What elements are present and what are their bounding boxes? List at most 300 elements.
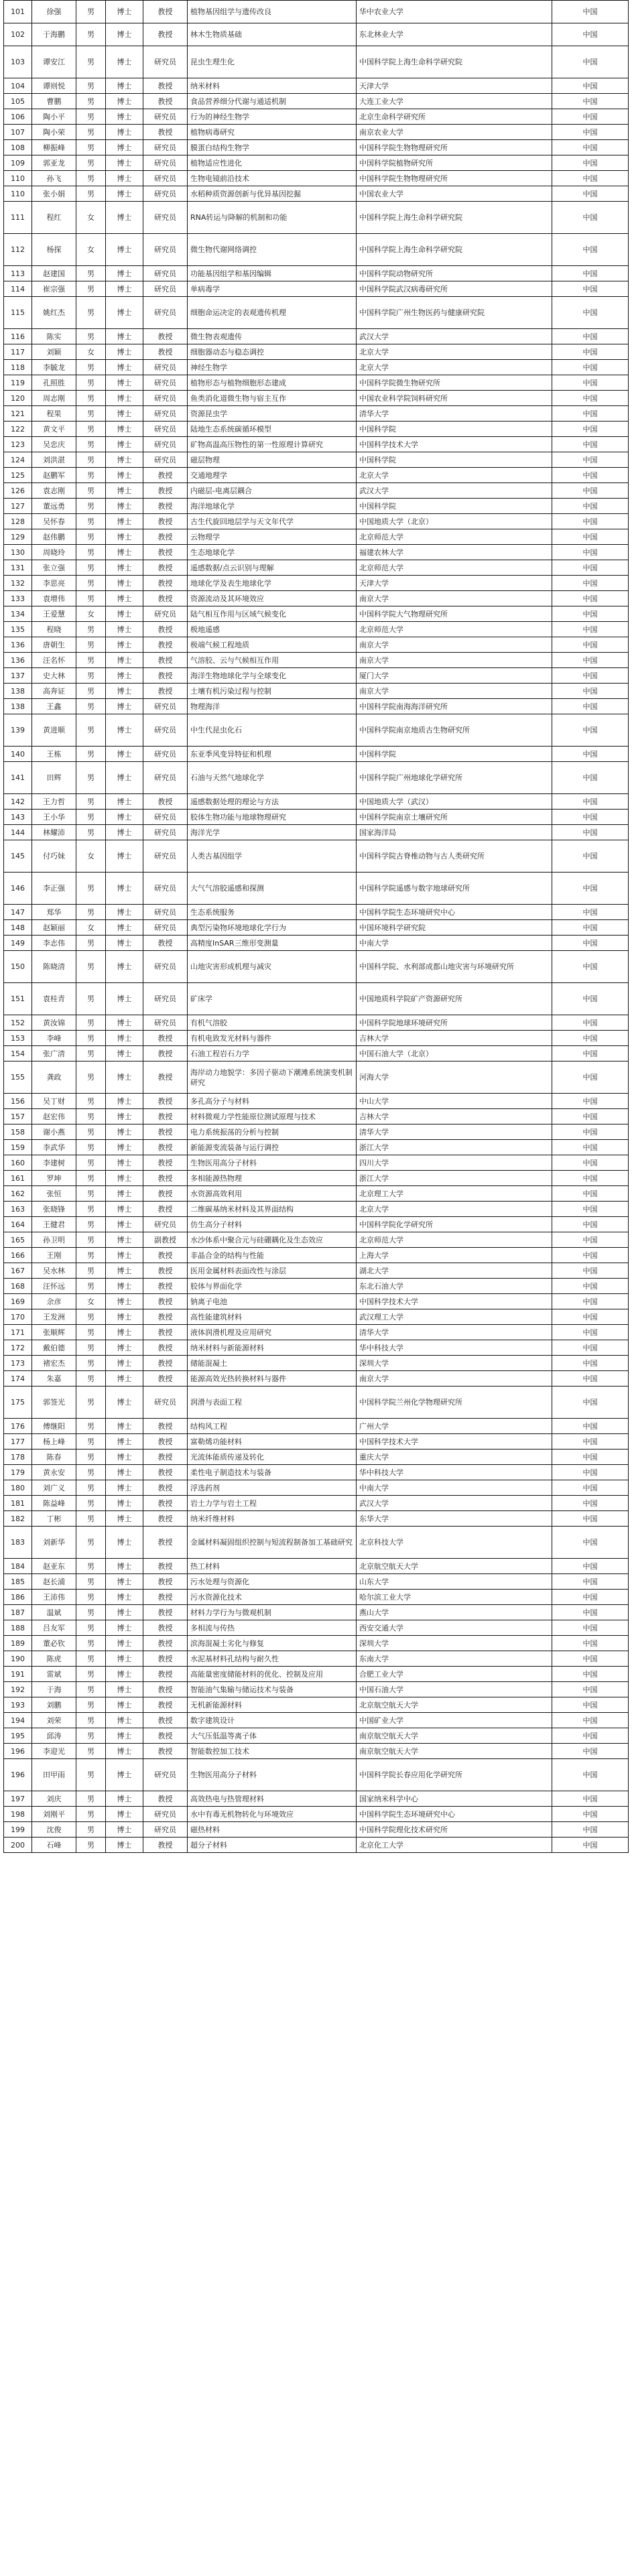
title-cell: 教授 bbox=[143, 329, 188, 344]
nationality: 中国 bbox=[552, 186, 629, 202]
gender-cell: 男 bbox=[76, 483, 106, 499]
person-name: 谭则悦 bbox=[32, 78, 76, 94]
gender-cell: 男 bbox=[76, 1636, 106, 1651]
degree-cell: 博士 bbox=[106, 637, 143, 653]
row-number: 153 bbox=[4, 1031, 32, 1046]
table-row bbox=[4, 560, 629, 576]
table-row bbox=[4, 936, 629, 951]
degree-cell: 博士 bbox=[106, 1419, 143, 1434]
research-field: 林木生物质基础 bbox=[188, 23, 357, 46]
institution: 中国科学院微生物研究所 bbox=[357, 375, 552, 391]
research-field: 医用金属材料表面改性与涂层 bbox=[188, 1263, 357, 1279]
degree-cell: 博士 bbox=[106, 94, 143, 109]
degree-cell: 博士 bbox=[106, 1094, 143, 1109]
institution: 清华大学 bbox=[357, 1124, 552, 1140]
table-row bbox=[4, 1202, 629, 1217]
research-field: 生物医用高分子材料 bbox=[188, 1759, 357, 1791]
nationality: 中国 bbox=[552, 155, 629, 171]
degree-cell: 博士 bbox=[106, 1682, 143, 1697]
title-cell: 教授 bbox=[143, 1356, 188, 1371]
institution: 北京师范大学 bbox=[357, 622, 552, 637]
title-cell: 教授 bbox=[143, 1744, 188, 1759]
institution: 中国科学院化学研究所 bbox=[357, 1217, 552, 1232]
person-name: 刘鹏 bbox=[32, 1697, 76, 1713]
research-field: 高精度InSAR三维形变测量 bbox=[188, 936, 357, 951]
table-row bbox=[4, 1325, 629, 1340]
institution: 山东大学 bbox=[357, 1574, 552, 1590]
institution: 国家纳米科学中心 bbox=[357, 1791, 552, 1807]
institution: 中国农业大学 bbox=[357, 186, 552, 202]
nationality: 中国 bbox=[552, 422, 629, 437]
gender-cell: 女 bbox=[76, 606, 106, 622]
degree-cell: 博士 bbox=[106, 1, 143, 23]
research-field: 纳米材料 bbox=[188, 78, 357, 94]
institution: 北京航空航天大学 bbox=[357, 1697, 552, 1713]
table-row bbox=[4, 468, 629, 483]
nationality: 中国 bbox=[552, 437, 629, 452]
title-cell: 研究员 bbox=[143, 1015, 188, 1031]
degree-cell: 博士 bbox=[106, 483, 143, 499]
gender-cell: 男 bbox=[76, 1713, 106, 1728]
person-name: 谭安江 bbox=[32, 46, 76, 78]
gender-cell: 男 bbox=[76, 1046, 106, 1061]
title-cell: 教授 bbox=[143, 1202, 188, 1217]
row-number: 130 bbox=[4, 545, 32, 560]
institution: 南京农业大学 bbox=[357, 125, 552, 140]
row-number: 165 bbox=[4, 1232, 32, 1248]
institution: 燕山大学 bbox=[357, 1605, 552, 1620]
table-row bbox=[4, 1807, 629, 1822]
person-name: 王鑫 bbox=[32, 699, 76, 714]
degree-cell: 博士 bbox=[106, 1728, 143, 1744]
institution: 福建农林大学 bbox=[357, 545, 552, 560]
gender-cell: 男 bbox=[76, 545, 106, 560]
person-name: 石峰 bbox=[32, 1838, 76, 1853]
person-name: 郭亚龙 bbox=[32, 155, 76, 171]
table-row bbox=[4, 1605, 629, 1620]
table-row bbox=[4, 983, 629, 1015]
row-number: 109 bbox=[4, 155, 32, 171]
nationality: 中国 bbox=[552, 1822, 629, 1838]
person-name: 陈虎 bbox=[32, 1651, 76, 1667]
row-number: 133 bbox=[4, 591, 32, 606]
gender-cell: 男 bbox=[76, 714, 106, 747]
gender-cell: 男 bbox=[76, 762, 106, 794]
degree-cell: 博士 bbox=[106, 125, 143, 140]
nationality: 中国 bbox=[552, 951, 629, 983]
gender-cell: 男 bbox=[76, 468, 106, 483]
gender-cell: 男 bbox=[76, 1511, 106, 1527]
title-cell: 教授 bbox=[143, 591, 188, 606]
row-number: 145 bbox=[4, 840, 32, 873]
research-field: 多孔高分子与材料 bbox=[188, 1094, 357, 1109]
research-field: 功能基因组学和基因编辑 bbox=[188, 266, 357, 281]
title-cell: 教授 bbox=[143, 1171, 188, 1186]
person-name: 徐强 bbox=[32, 1, 76, 23]
person-name: 罗坤 bbox=[32, 1171, 76, 1186]
person-name: 曹鹏 bbox=[32, 94, 76, 109]
row-number: 113 bbox=[4, 266, 32, 281]
table-row bbox=[4, 591, 629, 606]
nationality: 中国 bbox=[552, 329, 629, 344]
gender-cell: 男 bbox=[76, 1559, 106, 1574]
title-cell: 研究员 bbox=[143, 1822, 188, 1838]
research-field: 极端气候工程地质 bbox=[188, 637, 357, 653]
row-number: 122 bbox=[4, 422, 32, 437]
research-field: 遥感数据/点云识别与理解 bbox=[188, 560, 357, 576]
research-field: 交通地理学 bbox=[188, 468, 357, 483]
person-name: 朱嘉 bbox=[32, 1371, 76, 1387]
row-number: 140 bbox=[4, 747, 32, 762]
research-field: 陆气相互作用与区域气候变化 bbox=[188, 606, 357, 622]
institution: 北京大学 bbox=[357, 360, 552, 375]
gender-cell: 男 bbox=[76, 1419, 106, 1434]
nationality: 中国 bbox=[552, 1124, 629, 1140]
row-number: 186 bbox=[4, 1590, 32, 1605]
title-cell: 教授 bbox=[143, 1046, 188, 1061]
row-number: 155 bbox=[4, 1061, 32, 1094]
research-field: 胶体与界面化学 bbox=[188, 1279, 357, 1294]
row-number: 195 bbox=[4, 1728, 32, 1744]
person-name: 程晓 bbox=[32, 622, 76, 637]
nationality: 中国 bbox=[552, 94, 629, 109]
institution: 中国矿业大学 bbox=[357, 1713, 552, 1728]
table-row bbox=[4, 452, 629, 468]
research-field: 钠离子电池 bbox=[188, 1294, 357, 1309]
nationality: 中国 bbox=[552, 545, 629, 560]
title-cell: 教授 bbox=[143, 1728, 188, 1744]
degree-cell: 博士 bbox=[106, 171, 143, 186]
title-cell: 教授 bbox=[143, 560, 188, 576]
research-field: 金属材料凝固组织控制与短流程制备加工基础研究 bbox=[188, 1527, 357, 1559]
institution: 中国科学院植物研究所 bbox=[357, 155, 552, 171]
gender-cell: 男 bbox=[76, 1465, 106, 1480]
nationality: 中国 bbox=[552, 1450, 629, 1465]
institution: 中国科学院生态环境研究中心 bbox=[357, 1807, 552, 1822]
gender-cell: 男 bbox=[76, 391, 106, 406]
nationality: 中国 bbox=[552, 606, 629, 622]
institution: 深圳大学 bbox=[357, 1636, 552, 1651]
degree-cell: 博士 bbox=[106, 1232, 143, 1248]
title-cell: 研究员 bbox=[143, 905, 188, 920]
degree-cell: 博士 bbox=[106, 406, 143, 422]
title-cell: 教授 bbox=[143, 545, 188, 560]
title-cell: 研究员 bbox=[143, 714, 188, 747]
person-name: 赵颖丽 bbox=[32, 920, 76, 936]
title-cell: 教授 bbox=[143, 1263, 188, 1279]
research-field: 内磁层-电离层耦合 bbox=[188, 483, 357, 499]
research-field: 昆虫生理生化 bbox=[188, 46, 357, 78]
nationality: 中国 bbox=[552, 905, 629, 920]
title-cell: 研究员 bbox=[143, 1807, 188, 1822]
institution: 中国科学院南海海洋研究所 bbox=[357, 699, 552, 714]
gender-cell: 男 bbox=[76, 1109, 106, 1124]
nationality: 中国 bbox=[552, 1590, 629, 1605]
row-number: 104 bbox=[4, 78, 32, 94]
degree-cell: 博士 bbox=[106, 699, 143, 714]
title-cell: 研究员 bbox=[143, 234, 188, 266]
institution: 中山大学 bbox=[357, 1094, 552, 1109]
degree-cell: 博士 bbox=[106, 873, 143, 905]
title-cell: 教授 bbox=[143, 1140, 188, 1155]
title-cell: 教授 bbox=[143, 1294, 188, 1309]
person-name: 于海 bbox=[32, 1682, 76, 1697]
row-number: 156 bbox=[4, 1094, 32, 1109]
table-row bbox=[4, 360, 629, 375]
title-cell: 研究员 bbox=[143, 1387, 188, 1419]
title-cell: 教授 bbox=[143, 499, 188, 514]
degree-cell: 博士 bbox=[106, 684, 143, 699]
row-number: 199 bbox=[4, 1822, 32, 1838]
institution: 中国科学院 bbox=[357, 452, 552, 468]
table-row bbox=[4, 234, 629, 266]
row-number: 101 bbox=[4, 1, 32, 23]
degree-cell: 博士 bbox=[106, 422, 143, 437]
degree-cell: 博士 bbox=[106, 1186, 143, 1202]
person-name: 雷斌 bbox=[32, 1667, 76, 1682]
degree-cell: 博士 bbox=[106, 140, 143, 155]
row-number: 179 bbox=[4, 1465, 32, 1480]
row-number: 131 bbox=[4, 560, 32, 576]
research-field: 微生物表观遗传 bbox=[188, 329, 357, 344]
table-row bbox=[4, 1340, 629, 1356]
institution: 北京大学 bbox=[357, 468, 552, 483]
research-field: 水沙体系中聚合元与硅硼耦化及生态效应 bbox=[188, 1232, 357, 1248]
nationality: 中国 bbox=[552, 840, 629, 873]
person-name: 李思亮 bbox=[32, 576, 76, 591]
gender-cell: 男 bbox=[76, 1667, 106, 1682]
research-field: RNA转运与降解的机制和功能 bbox=[188, 202, 357, 234]
row-number: 154 bbox=[4, 1046, 32, 1061]
nationality: 中国 bbox=[552, 499, 629, 514]
nationality: 中国 bbox=[552, 1605, 629, 1620]
gender-cell: 男 bbox=[76, 810, 106, 825]
title-cell: 研究员 bbox=[143, 297, 188, 329]
degree-cell: 博士 bbox=[106, 668, 143, 684]
title-cell: 教授 bbox=[143, 1791, 188, 1807]
title-cell: 教授 bbox=[143, 1186, 188, 1202]
research-field: 细胞器动态与稳态调控 bbox=[188, 344, 357, 360]
person-name: 吴丁财 bbox=[32, 1094, 76, 1109]
person-name: 李武华 bbox=[32, 1140, 76, 1155]
table-row bbox=[4, 794, 629, 810]
nationality: 中国 bbox=[552, 622, 629, 637]
degree-cell: 博士 bbox=[106, 1713, 143, 1728]
institution: 东北石油大学 bbox=[357, 1279, 552, 1294]
degree-cell: 博士 bbox=[106, 329, 143, 344]
row-number: 105 bbox=[4, 94, 32, 109]
gender-cell: 男 bbox=[76, 1651, 106, 1667]
row-number: 138 bbox=[4, 684, 32, 699]
degree-cell: 博士 bbox=[106, 1744, 143, 1759]
degree-cell: 博士 bbox=[106, 344, 143, 360]
table-row bbox=[4, 1186, 629, 1202]
title-cell: 研究员 bbox=[143, 171, 188, 186]
table-row bbox=[4, 529, 629, 545]
research-field: 植物适应性进化 bbox=[188, 155, 357, 171]
row-number: 134 bbox=[4, 606, 32, 622]
table-row bbox=[4, 1559, 629, 1574]
gender-cell: 男 bbox=[76, 637, 106, 653]
table-row bbox=[4, 1232, 629, 1248]
degree-cell: 博士 bbox=[106, 1605, 143, 1620]
nationality: 中国 bbox=[552, 1031, 629, 1046]
institution: 中国科学院广州地球化学研究所 bbox=[357, 762, 552, 794]
research-field: 污水处理与资源化 bbox=[188, 1574, 357, 1590]
degree-cell: 博士 bbox=[106, 1031, 143, 1046]
title-cell: 教授 bbox=[143, 1590, 188, 1605]
person-name: 刘新华 bbox=[32, 1527, 76, 1559]
gender-cell: 女 bbox=[76, 920, 106, 936]
gender-cell: 男 bbox=[76, 794, 106, 810]
institution: 南京大学 bbox=[357, 684, 552, 699]
person-name: 刘广义 bbox=[32, 1480, 76, 1496]
degree-cell: 博士 bbox=[106, 1807, 143, 1822]
table-row bbox=[4, 46, 629, 78]
row-number: 169 bbox=[4, 1294, 32, 1309]
title-cell: 研究员 bbox=[143, 281, 188, 297]
title-cell: 研究员 bbox=[143, 747, 188, 762]
table-row bbox=[4, 1171, 629, 1186]
table-row bbox=[4, 825, 629, 840]
row-number: 200 bbox=[4, 1838, 32, 1853]
institution: 武汉大学 bbox=[357, 1496, 552, 1511]
title-cell: 研究员 bbox=[143, 840, 188, 873]
research-field: 海洋生物地球化学与全球变化 bbox=[188, 668, 357, 684]
row-number: 111 bbox=[4, 202, 32, 234]
person-name: 温斌 bbox=[32, 1605, 76, 1620]
degree-cell: 博士 bbox=[106, 1140, 143, 1155]
nationality: 中国 bbox=[552, 1759, 629, 1791]
gender-cell: 男 bbox=[76, 1728, 106, 1744]
degree-cell: 博士 bbox=[106, 622, 143, 637]
table-row bbox=[4, 1728, 629, 1744]
degree-cell: 博士 bbox=[106, 1263, 143, 1279]
nationality: 中国 bbox=[552, 483, 629, 499]
institution: 中国科学技术大学 bbox=[357, 1294, 552, 1309]
row-number: 125 bbox=[4, 468, 32, 483]
title-cell: 教授 bbox=[143, 78, 188, 94]
nationality: 中国 bbox=[552, 375, 629, 391]
degree-cell: 博士 bbox=[106, 606, 143, 622]
title-cell: 教授 bbox=[143, 1697, 188, 1713]
table-row bbox=[4, 94, 629, 109]
row-number: 119 bbox=[4, 375, 32, 391]
research-field: 物理海洋 bbox=[188, 699, 357, 714]
research-field: 土壤有机污染过程与控制 bbox=[188, 684, 357, 699]
degree-cell: 博士 bbox=[106, 1697, 143, 1713]
degree-cell: 博士 bbox=[106, 1465, 143, 1480]
person-name: 吴忠庆 bbox=[32, 437, 76, 452]
person-name: 余彦 bbox=[32, 1294, 76, 1309]
person-name: 黄永安 bbox=[32, 1465, 76, 1480]
title-cell: 研究员 bbox=[143, 391, 188, 406]
title-cell: 教授 bbox=[143, 23, 188, 46]
nationality: 中国 bbox=[552, 109, 629, 125]
degree-cell: 博士 bbox=[106, 529, 143, 545]
table-row bbox=[4, 1387, 629, 1419]
institution: 武汉大学 bbox=[357, 329, 552, 344]
person-name: 汪名怀 bbox=[32, 653, 76, 668]
nationality: 中国 bbox=[552, 1356, 629, 1371]
institution: 吉林大学 bbox=[357, 1109, 552, 1124]
gender-cell: 女 bbox=[76, 840, 106, 873]
title-cell: 教授 bbox=[143, 794, 188, 810]
institution: 北京师范大学 bbox=[357, 529, 552, 545]
title-cell: 教授 bbox=[143, 1031, 188, 1046]
degree-cell: 博士 bbox=[106, 747, 143, 762]
gender-cell: 男 bbox=[76, 936, 106, 951]
title-cell: 教授 bbox=[143, 1496, 188, 1511]
title-cell: 教授 bbox=[143, 483, 188, 499]
table-row bbox=[4, 1155, 629, 1171]
nationality: 中国 bbox=[552, 125, 629, 140]
nationality: 中国 bbox=[552, 1728, 629, 1744]
institution: 中国科学院 bbox=[357, 747, 552, 762]
row-number: 138 bbox=[4, 699, 32, 714]
row-number: 118 bbox=[4, 360, 32, 375]
institution: 西安交通大学 bbox=[357, 1620, 552, 1636]
institution: 天津大学 bbox=[357, 576, 552, 591]
title-cell: 教授 bbox=[143, 468, 188, 483]
institution: 中南大学 bbox=[357, 1480, 552, 1496]
table-row bbox=[4, 1, 629, 23]
degree-cell: 博士 bbox=[106, 468, 143, 483]
nationality: 中国 bbox=[552, 1807, 629, 1822]
table-row bbox=[4, 747, 629, 762]
gender-cell: 男 bbox=[76, 94, 106, 109]
table-row bbox=[4, 1031, 629, 1046]
row-number: 108 bbox=[4, 140, 32, 155]
title-cell: 教授 bbox=[143, 529, 188, 545]
row-number: 123 bbox=[4, 437, 32, 452]
nationality: 中国 bbox=[552, 1171, 629, 1186]
person-name: 唐朝生 bbox=[32, 637, 76, 653]
nationality: 中国 bbox=[552, 653, 629, 668]
research-field: 植物病毒研究 bbox=[188, 125, 357, 140]
nationality: 中国 bbox=[552, 297, 629, 329]
degree-cell: 博士 bbox=[106, 1356, 143, 1371]
title-cell: 研究员 bbox=[143, 437, 188, 452]
degree-cell: 博士 bbox=[106, 762, 143, 794]
institution: 中国石油大学 bbox=[357, 1682, 552, 1697]
nationality: 中国 bbox=[552, 1496, 629, 1511]
degree-cell: 博士 bbox=[106, 1791, 143, 1807]
person-name: 王力哲 bbox=[32, 794, 76, 810]
nationality: 中国 bbox=[552, 1574, 629, 1590]
table-row bbox=[4, 1109, 629, 1124]
research-field: 电力系统振荡的分析与控制 bbox=[188, 1124, 357, 1140]
person-name: 汪怀远 bbox=[32, 1279, 76, 1294]
row-number: 147 bbox=[4, 905, 32, 920]
research-field: 古生代旋回地层学与天文年代学 bbox=[188, 514, 357, 529]
gender-cell: 男 bbox=[76, 1496, 106, 1511]
title-cell: 研究员 bbox=[143, 920, 188, 936]
research-field: 富勒烯功能材料 bbox=[188, 1434, 357, 1450]
institution: 浙江大学 bbox=[357, 1171, 552, 1186]
nationality: 中国 bbox=[552, 810, 629, 825]
person-name: 吕友军 bbox=[32, 1620, 76, 1636]
degree-cell: 博士 bbox=[106, 499, 143, 514]
title-cell: 研究员 bbox=[143, 699, 188, 714]
table-row bbox=[4, 1094, 629, 1109]
table-row bbox=[4, 1294, 629, 1309]
nationality: 中国 bbox=[552, 1838, 629, 1853]
table-row bbox=[4, 422, 629, 437]
gender-cell: 男 bbox=[76, 499, 106, 514]
nationality: 中国 bbox=[552, 1232, 629, 1248]
table-row bbox=[4, 1419, 629, 1434]
